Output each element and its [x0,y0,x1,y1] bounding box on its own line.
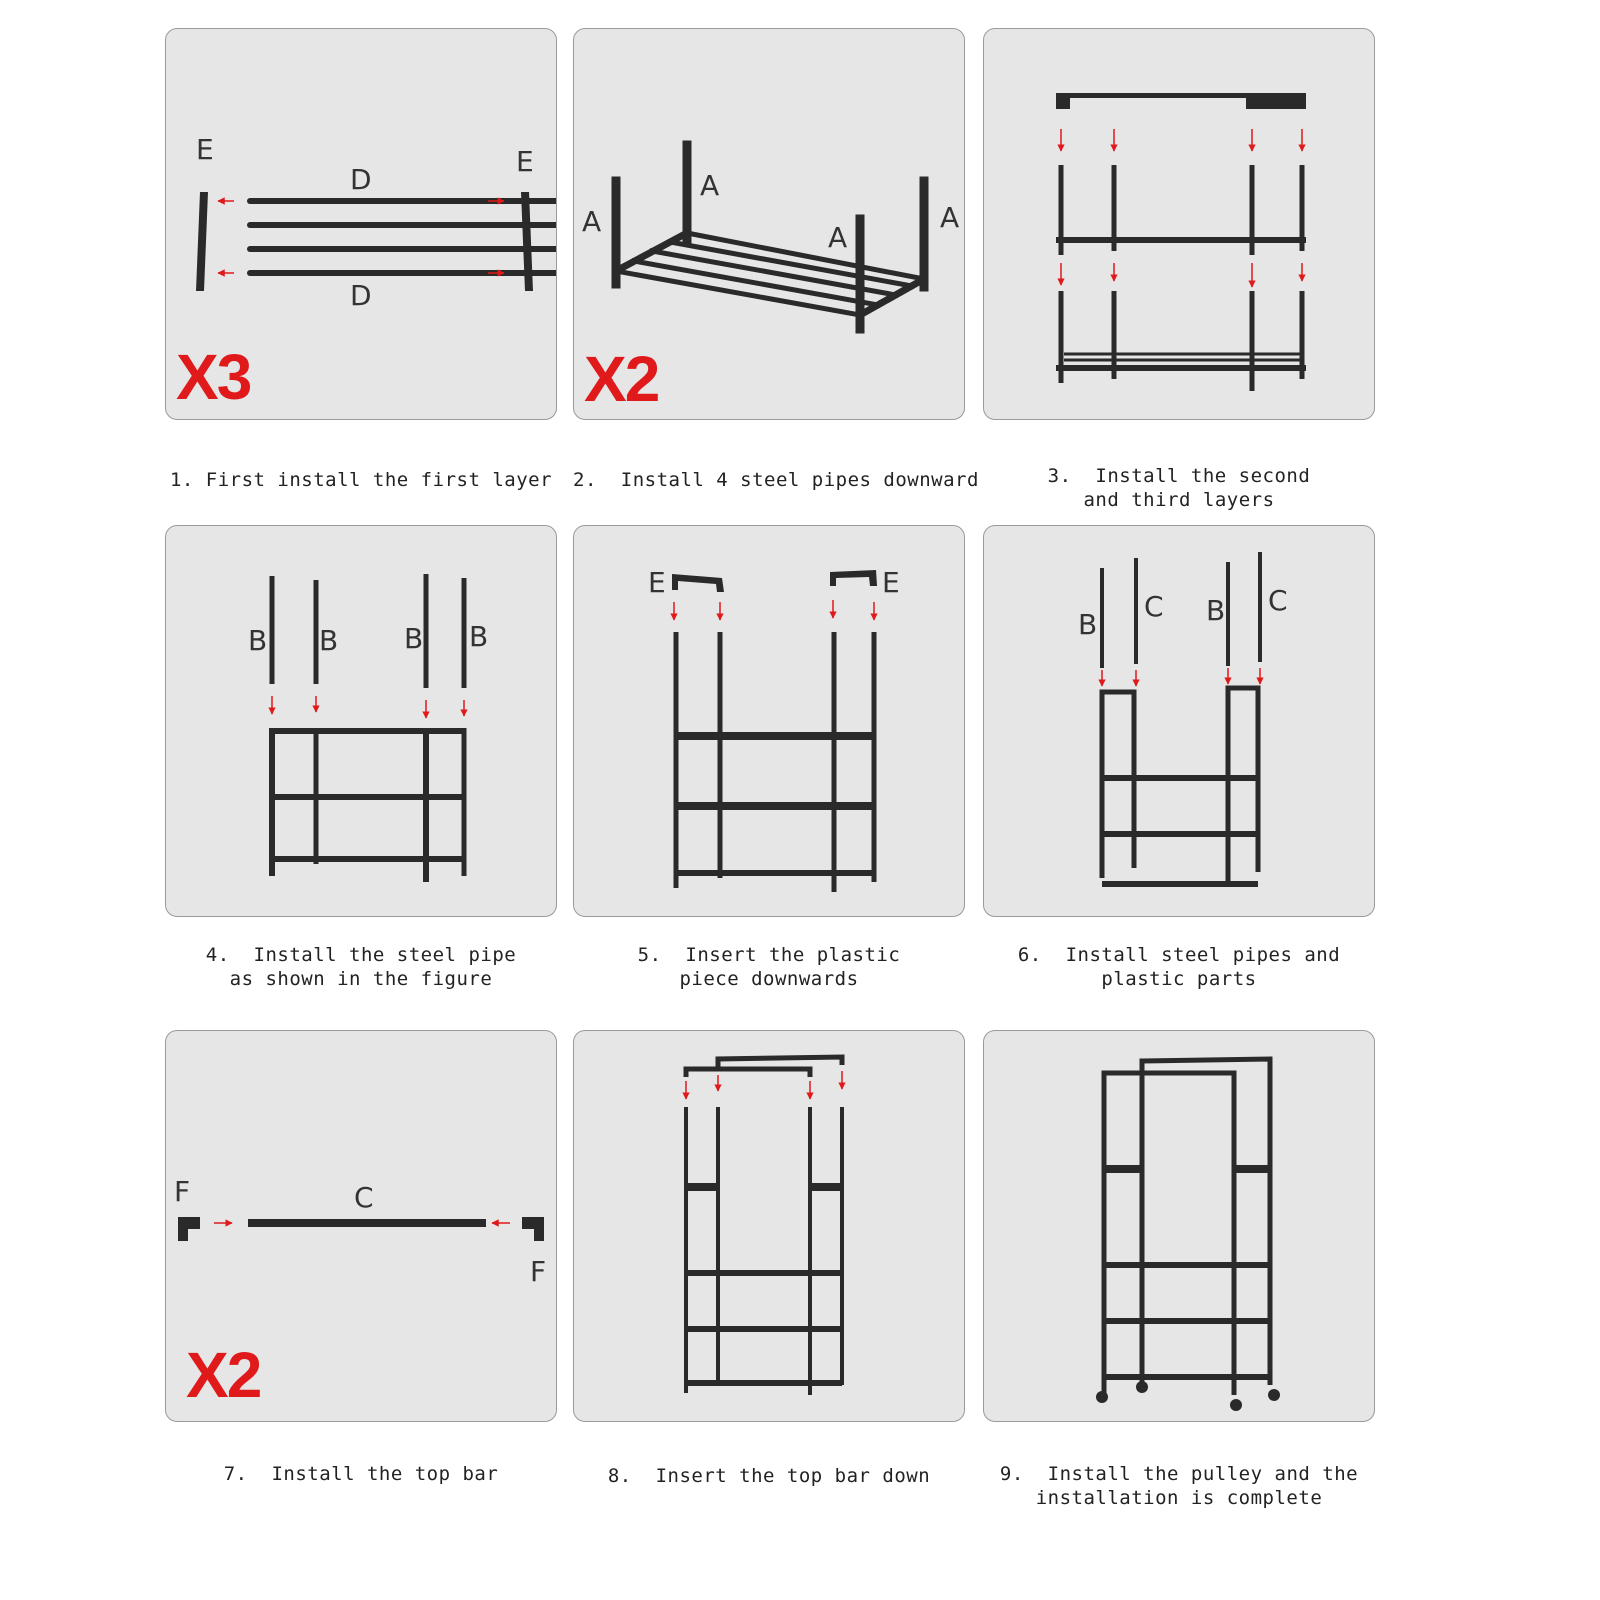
step-7-panel [165,1030,557,1422]
quantity-multiplier: X2 [584,343,659,415]
shelf-bottom [674,870,874,876]
shelf-middle [674,802,874,810]
caption-line: 2. Install 4 steel pipes downward [573,469,979,491]
label-a-2: A [700,169,720,202]
top-bar-front [686,1069,810,1077]
step-9-diagram [984,1031,1375,1422]
shelf-rod-4 [670,242,912,286]
label-e-right: E [882,566,900,599]
step-6-panel [983,525,1375,917]
wheel [1268,1389,1280,1401]
label-c: C [1268,584,1288,617]
label-d-bottom: D [350,279,372,312]
step-8-diagram [574,1031,965,1422]
step-4-panel [165,525,557,917]
label-f-left: F [174,1175,191,1208]
connector [1246,93,1306,109]
connector [1056,93,1070,109]
step-9-caption [983,1462,1375,1510]
step-9-panel [983,1030,1375,1422]
step-5-caption [573,943,965,991]
step-3-diagram [984,29,1375,420]
step-5-diagram [574,526,965,917]
step-1-caption [165,468,557,492]
elbow-f-left [178,1217,200,1241]
label-b: B [248,624,268,657]
frame-left [1102,692,1134,878]
step-7-caption [165,1462,557,1486]
step-7-diagram [166,1031,557,1422]
wheel [1230,1399,1242,1411]
step-8-panel [573,1030,965,1422]
label-e-left: E [648,566,666,599]
step-1-diagram [166,29,557,420]
caption-line: 9. Install the pulley and the [999,1463,1359,1485]
shelf-middle [269,794,464,800]
layer-bottom-rail [1056,365,1306,371]
caption-line: as shown in the figure [229,968,493,990]
caption-line: 8. Insert the top bar down [607,1465,931,1487]
step-2-diagram [574,29,965,420]
wheel [1136,1381,1148,1393]
label-a-3: A [828,221,848,254]
step-5-panel [573,525,965,917]
caption-line: 7. Install the top bar [223,1463,499,1485]
quantity-multiplier: X2 [186,1339,261,1411]
step-3-panel [983,28,1375,420]
label-b: B [319,624,339,657]
frame-front [1104,1073,1234,1395]
caption-line: 1. First install the first layer [169,469,553,491]
top-bar-back [718,1057,842,1067]
caption-line: 3. Install the second [1047,465,1311,487]
label-a-1: A [582,205,602,238]
caption-line: and third layers [1083,489,1275,511]
connector-e-left [672,574,724,592]
label-d-top: D [350,163,372,196]
label-c: C [354,1181,374,1214]
connector-e-right [830,570,877,586]
wheel [1096,1391,1108,1403]
shelf-top [674,732,874,740]
quantity-multiplier: X3 [176,341,251,413]
step-1-panel [165,28,557,420]
connector-e-right [521,192,533,291]
frame-back [1142,1059,1270,1385]
label-b: B [1078,608,1098,641]
caption-line: installation is complete [1035,1487,1323,1509]
step-6-diagram [984,526,1375,917]
label-f-right: F [530,1255,547,1288]
caption-line: piece downwards [679,968,859,990]
shelf-rod-5 [687,233,924,279]
label-b: B [469,620,489,653]
step-8-caption [573,1464,965,1488]
frame-right [1228,688,1258,882]
step-4-diagram [166,526,557,917]
step-2-caption [573,468,979,492]
caption-line: plastic parts [1101,968,1257,990]
label-c: C [1144,590,1164,623]
label-b: B [1206,594,1226,627]
label-e-right: E [516,145,534,178]
caption-line: 5. Insert the plastic [637,944,901,966]
step-6-caption [983,943,1375,991]
label-b: B [404,622,424,655]
caption-line: 4. Install the steel pipe [205,944,517,966]
step-3-caption [983,464,1375,512]
shelf-top [269,728,464,734]
layer-middle-rail [1056,237,1306,243]
step-2-panel [573,28,965,420]
label-e-left: E [196,133,214,166]
label-a-4: A [940,201,960,234]
step-4-caption [165,943,557,991]
caption-line: 6. Install steel pipes and [1017,944,1341,966]
elbow-f-right [522,1217,544,1241]
connector-e-left [196,192,208,291]
shelf-bottom [269,856,464,862]
